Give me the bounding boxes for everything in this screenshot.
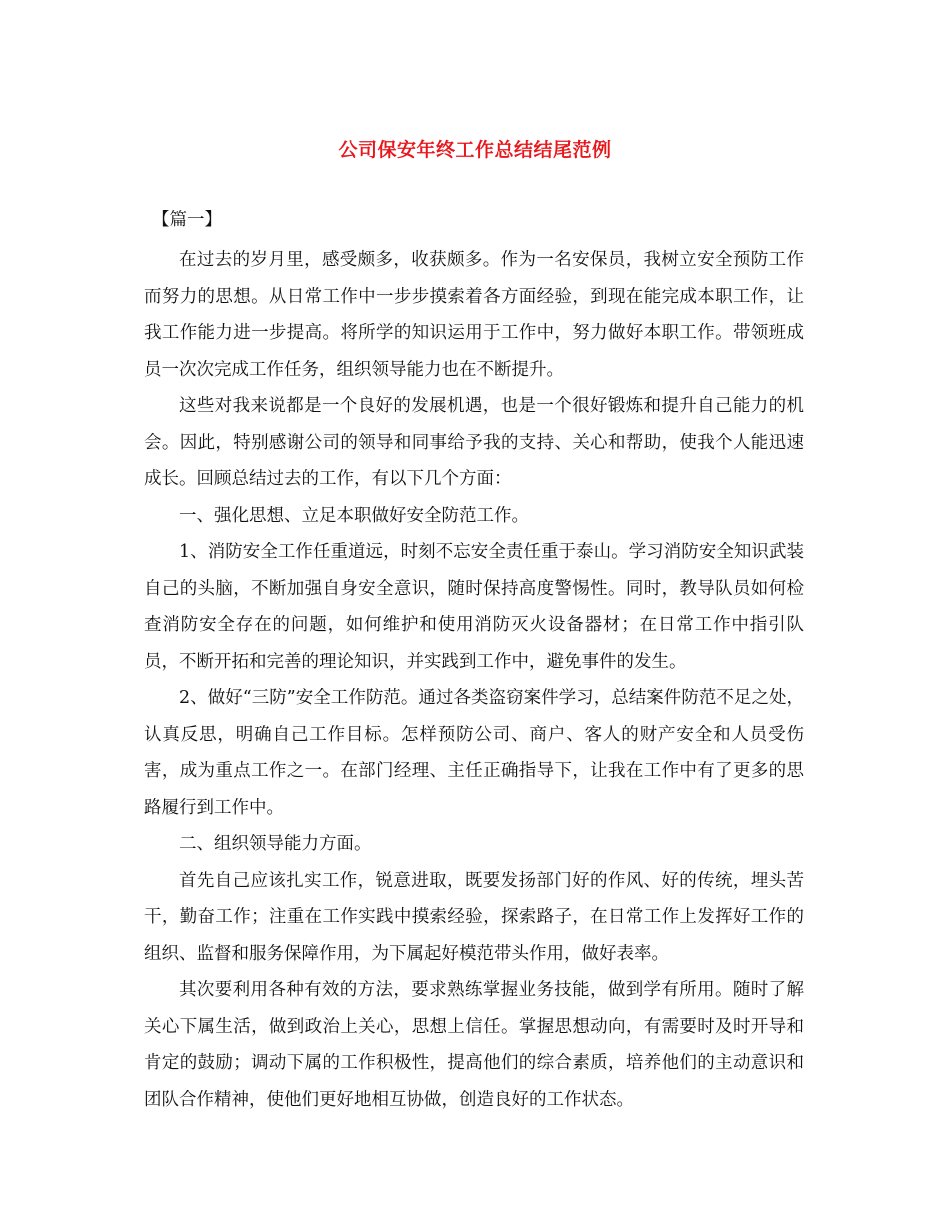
section-label: 【篇一】	[152, 210, 222, 230]
paragraph-5: 2、做好“三防”安全工作防范。通过各类盗窃案件学习，总结案件防范不足之处，认真反思，明确自己工作目标。怎样预防公司、商户、客人的财产安全和人员受伤害，成为重点工作之一。在部门经理、主任正确指导下，让我在工作中有了更多的思路履行到工作中。	[144, 688, 804, 818]
paragraph-1: 在过去的岁月里，感受颇多，收获颇多。作为一名安保员，我树立安全预防工作而努力的思想。从日常工作中一步步摸索着各方面经验，到现在能完成本职工作，让我工作能力进一步提高。将所学的知识运用于工作中，努力做好本职工作。带领班成员一次次完成工作任务，组织领导能力也在不断提升。	[144, 250, 804, 380]
document-title: 公司保安年终工作总结结尾范例	[338, 139, 612, 161]
paragraph-8: 其次要利用各种有效的方法，要求熟练掌握业务技能，做到学有所用。随时了解关心下属生活，做到政治上关心，思想上信任。掌握思想动向，有需要时及时开导和肯定的鼓励；调动下属的工作积极性，提高他们的综合素质，培养他们的主动意识和团队合作精神，使他们更好地相互协做，创造良好的工作状态。	[144, 980, 804, 1110]
paragraph-7: 首先自己应该扎实工作，锐意进取，既要发扬部门好的作风、好的传统，埋头苦干，勤奋工作；注重在工作实践中摸索经验，探索路子，在日常工作上发挥好工作的组织、监督和服务保障作用，为下属起好模范带头作用，做好表率。	[144, 870, 804, 964]
paragraph-3: 一、强化思想、立足本职做好安全防范工作。	[179, 505, 529, 526]
document-body	[144, 206, 804, 1118]
paragraph-6: 二、组织领导能力方面。	[179, 834, 372, 854]
paragraph-2: 这些对我来说都是一个良好的发展机遇，也是一个很好锻炼和提升自己能力的机会。因此，特别感谢公司的领导和同事给予我的支持、关心和帮助，使我个人能迅速成长。回顾总结过去的工作，有以下几个方面：	[144, 396, 804, 489]
paragraph-4: 1、消防安全工作任重道远，时刻不忘安全责任重于泰山。学习消防安全知识武装自己的头脑，不断加强自身安全意识，随时保持高度警惕性。同时，教导队员如何检查消防安全存在的问题，如何维护和使用消防灭火设备器材；在日常工作中指引队员，不断开拓和完善的理论知识，并实践到工作中，避免事件的发生。	[144, 542, 804, 672]
